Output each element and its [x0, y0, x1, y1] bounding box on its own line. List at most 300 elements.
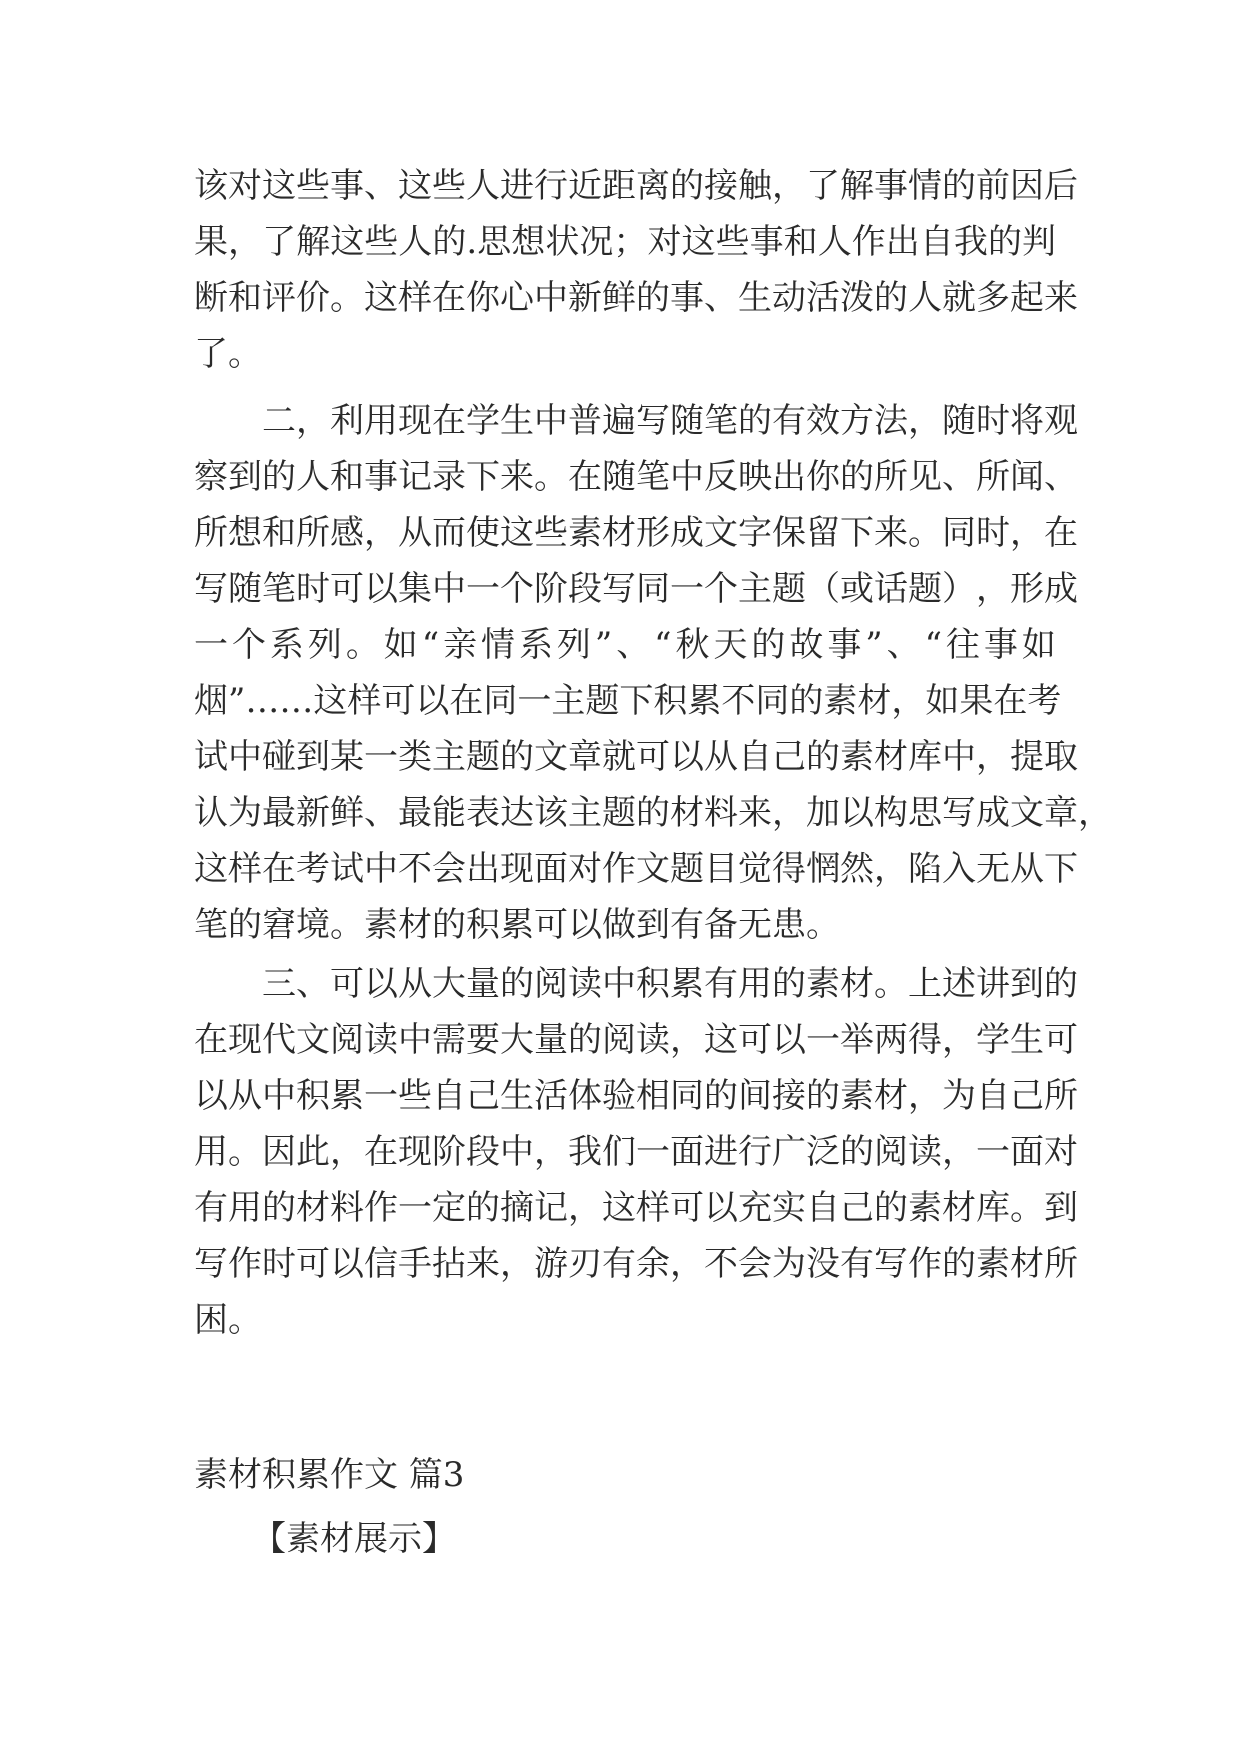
- text-glyph: 表: [466, 793, 500, 833]
- text-glyph: 学: [976, 1020, 1010, 1060]
- text-glyph: 见: [908, 457, 942, 497]
- text-glyph: 可: [330, 964, 364, 1004]
- text-glyph: 、: [616, 625, 651, 665]
- text-glyph: 以: [364, 964, 398, 1004]
- text-glyph: 在: [364, 1132, 398, 1172]
- text-glyph: 成: [670, 513, 704, 553]
- text-glyph: 阅: [330, 1020, 364, 1060]
- text-glyph: 写: [194, 569, 228, 609]
- text-glyph: 现: [398, 1132, 432, 1172]
- text-glyph: 段: [568, 569, 602, 609]
- text-glyph: 从: [704, 737, 738, 777]
- text-glyph: 个: [704, 569, 738, 609]
- text-glyph: 文: [704, 513, 738, 553]
- text-glyph: ，: [500, 1244, 534, 1284]
- text-glyph: 利: [330, 401, 364, 441]
- text-glyph: 留: [806, 513, 840, 553]
- text-glyph: 将: [1010, 401, 1044, 441]
- text-glyph: 况: [579, 222, 614, 262]
- text-glyph: 的: [772, 964, 806, 1004]
- text-glyph: 己: [772, 737, 806, 777]
- text-glyph: 对: [568, 849, 602, 889]
- text-glyph: 新: [296, 793, 330, 833]
- text-glyph: 有: [772, 401, 806, 441]
- text-glyph: 述: [942, 964, 976, 1004]
- text-glyph: 从: [228, 1076, 262, 1116]
- text-glyph: 读: [636, 1020, 670, 1060]
- text-glyph: 所: [976, 457, 1010, 497]
- text-glyph: 就: [942, 278, 976, 318]
- text-glyph: 题: [908, 569, 942, 609]
- text-glyph: 有: [840, 1244, 874, 1284]
- text-glyph: 来: [500, 457, 534, 497]
- text-glyph: 解: [840, 166, 874, 206]
- text-glyph: 。: [908, 513, 942, 553]
- paragraph-3-line-2: [194, 1012, 1078, 1068]
- text-glyph: 、: [942, 457, 976, 497]
- text-glyph: 。: [534, 457, 568, 497]
- text-glyph: 如: [925, 681, 960, 721]
- text-glyph: 以: [194, 1076, 228, 1116]
- text-glyph: 生: [738, 278, 772, 318]
- text-glyph: 手: [398, 1244, 432, 1284]
- text-glyph: 一: [194, 625, 228, 665]
- text-glyph: 成: [976, 793, 1010, 833]
- text-glyph: 素: [840, 1076, 874, 1116]
- text-glyph: 亲: [443, 625, 478, 665]
- text-glyph: 考: [296, 849, 330, 889]
- text-glyph: 体: [568, 1076, 602, 1116]
- text-glyph: 状: [545, 222, 580, 262]
- text-glyph: 自: [976, 1076, 1010, 1116]
- text-glyph: 解: [296, 222, 331, 262]
- text-glyph: 离: [636, 166, 670, 206]
- text-glyph: 和: [783, 222, 818, 262]
- text-glyph: 然: [840, 849, 874, 889]
- text-glyph: …: [279, 681, 314, 721]
- text-glyph: 认: [194, 793, 228, 833]
- text-glyph: 累: [687, 681, 722, 721]
- text-glyph: 集: [398, 569, 432, 609]
- text-glyph: 主: [551, 681, 586, 721]
- text-glyph: 的: [466, 1188, 500, 1228]
- text-glyph: 中: [670, 457, 704, 497]
- text-glyph: 代: [262, 1020, 296, 1060]
- text-glyph: 以: [364, 569, 398, 609]
- text-glyph: 些: [534, 513, 568, 553]
- text-glyph: 中: [602, 964, 636, 1004]
- text-glyph: 你: [466, 278, 500, 318]
- text-glyph: “: [924, 625, 942, 665]
- text-glyph: 一: [517, 681, 552, 721]
- text-glyph: 列: [307, 625, 342, 665]
- text-glyph: 充: [738, 1188, 772, 1228]
- text-glyph: 文: [1010, 793, 1044, 833]
- text-glyph: 闻: [1010, 457, 1044, 497]
- text-glyph: 的: [670, 166, 704, 206]
- text-glyph: 段: [466, 1132, 500, 1172]
- text-glyph: ”: [228, 681, 246, 721]
- text-glyph: 到: [1010, 964, 1044, 1004]
- text-glyph: 可: [330, 569, 364, 609]
- text-glyph: 我: [568, 1132, 602, 1172]
- text-glyph: 可: [381, 681, 416, 721]
- text-glyph: 广: [772, 1132, 806, 1172]
- text-glyph: 得: [908, 1020, 942, 1060]
- text-glyph: 摘: [500, 1188, 534, 1228]
- text-glyph: 使: [466, 513, 500, 553]
- text-glyph: 余: [636, 1244, 670, 1284]
- text-glyph: 系: [518, 625, 553, 665]
- text-glyph: 一: [976, 1132, 1010, 1172]
- text-glyph: 可: [1044, 1020, 1078, 1060]
- text-glyph: 、: [704, 278, 738, 318]
- text-glyph: 一: [364, 1076, 398, 1116]
- text-glyph: 举: [840, 1020, 874, 1060]
- text-glyph: 对: [1044, 1132, 1078, 1172]
- text-glyph: 刃: [568, 1244, 602, 1284]
- text-glyph: 可: [670, 1188, 704, 1228]
- text-glyph: 材: [874, 1076, 908, 1116]
- paragraph-2-line-9: [194, 841, 1078, 897]
- text-glyph: 。: [228, 1132, 262, 1172]
- text-glyph: 写: [942, 793, 976, 833]
- text-glyph: 些: [296, 166, 330, 206]
- text-glyph: 到: [1044, 1188, 1078, 1228]
- text-glyph: 的: [806, 1076, 840, 1116]
- text-glyph: 的: [636, 278, 670, 318]
- text-glyph: 或: [840, 569, 874, 609]
- text-glyph: 碰: [262, 737, 296, 777]
- text-glyph: 构: [874, 793, 908, 833]
- text-glyph: 形: [636, 513, 670, 553]
- text-glyph: ，: [296, 401, 330, 441]
- text-glyph: 的: [262, 1188, 296, 1228]
- text-glyph: 些: [432, 166, 466, 206]
- text-glyph: 这: [364, 278, 398, 318]
- text-glyph: 样: [228, 849, 262, 889]
- text-glyph: 试: [330, 849, 364, 889]
- paragraph-2-line-2: [194, 449, 1078, 505]
- text-glyph: 鲜: [330, 793, 364, 833]
- text-glyph: 一: [364, 737, 398, 777]
- text-glyph: 的: [568, 1020, 602, 1060]
- text-glyph: 和: [228, 278, 262, 318]
- text-glyph: 往: [945, 625, 980, 665]
- text-glyph: 有: [602, 1244, 636, 1284]
- text-glyph: 考: [1027, 681, 1062, 721]
- text-glyph: ，: [942, 1132, 976, 1172]
- paragraph-3-line-3: [194, 1068, 1078, 1124]
- text-glyph: 题: [585, 681, 620, 721]
- text-glyph: 有: [194, 1188, 228, 1228]
- text-glyph: 下: [466, 457, 500, 497]
- text-glyph: 材: [942, 1188, 976, 1228]
- text-glyph: 时: [976, 513, 1010, 553]
- text-glyph: 笔: [262, 569, 296, 609]
- text-glyph: 加: [806, 793, 840, 833]
- text-glyph: 秋: [675, 625, 710, 665]
- paragraph-3-line-1: [262, 956, 1078, 1012]
- text-glyph: 所: [1044, 1244, 1078, 1284]
- text-glyph: 可: [738, 1020, 772, 1060]
- paragraph-1-line-1: [194, 158, 1078, 214]
- text-glyph: 素: [568, 513, 602, 553]
- text-glyph: 作: [364, 1188, 398, 1228]
- text-glyph: 人: [296, 457, 330, 497]
- text-glyph: 法: [874, 401, 908, 441]
- text-glyph: 时: [296, 569, 330, 609]
- text-glyph: 思: [477, 222, 512, 262]
- text-glyph: 接: [704, 166, 738, 206]
- text-glyph: 达: [500, 793, 534, 833]
- text-glyph: 判: [1021, 222, 1056, 262]
- text-glyph: 同: [755, 681, 790, 721]
- text-glyph: 列: [556, 625, 591, 665]
- text-glyph: 素: [823, 681, 858, 721]
- text-glyph: 主: [432, 737, 466, 777]
- text-glyph: 起: [1010, 278, 1044, 318]
- text-glyph: 自: [432, 1076, 466, 1116]
- text-glyph: ，: [670, 1020, 704, 1060]
- text-glyph: 己: [1010, 1076, 1044, 1116]
- text-glyph: 中: [398, 1020, 432, 1060]
- text-glyph: 来: [738, 793, 772, 833]
- text-glyph: 作: [908, 1244, 942, 1284]
- text-glyph: 己: [840, 1188, 874, 1228]
- text-glyph: 心: [500, 278, 534, 318]
- text-glyph: 。: [1010, 1188, 1044, 1228]
- paragraph-2-line-7: [194, 729, 1078, 785]
- text-glyph: 近: [568, 166, 602, 206]
- text-glyph: 积: [636, 964, 670, 1004]
- text-glyph: 出: [466, 849, 500, 889]
- paragraph-1-line-3: [194, 270, 1078, 326]
- text-glyph: 这: [194, 849, 228, 889]
- text-glyph: 材: [602, 513, 636, 553]
- text-glyph: 相: [636, 1076, 670, 1116]
- text-glyph: 以: [330, 1244, 364, 1284]
- text-glyph: 间: [738, 1076, 772, 1116]
- text-glyph: 题: [670, 849, 704, 889]
- text-glyph: 材: [857, 681, 892, 721]
- text-glyph: 不: [704, 1244, 738, 1284]
- text-glyph: 量: [534, 1020, 568, 1060]
- text-glyph: ，: [891, 681, 926, 721]
- text-glyph: 无: [976, 849, 1010, 889]
- text-glyph: 些: [715, 222, 750, 262]
- text-glyph: 些: [364, 222, 399, 262]
- text-glyph: 读: [908, 1132, 942, 1172]
- text-glyph: 自: [919, 222, 954, 262]
- text-glyph: “: [421, 625, 440, 665]
- text-glyph: 随: [602, 457, 636, 497]
- paragraph-3-line-5: [194, 1180, 1078, 1236]
- text-glyph: 的: [262, 457, 296, 497]
- text-glyph: 思: [908, 793, 942, 833]
- text-glyph: 会: [738, 1244, 772, 1284]
- text-glyph: 个: [231, 625, 266, 665]
- text-glyph: 、: [1044, 457, 1078, 497]
- text-glyph: 和: [262, 513, 296, 553]
- text-glyph: 觉: [738, 849, 772, 889]
- text-glyph: 中: [534, 401, 568, 441]
- text-glyph: 游: [534, 1244, 568, 1284]
- text-glyph: 面: [534, 849, 568, 889]
- text-glyph: 如: [383, 625, 418, 665]
- text-glyph: 我: [953, 222, 988, 262]
- text-glyph: 字: [738, 513, 772, 553]
- text-glyph: 同: [636, 569, 670, 609]
- text-glyph: ”: [594, 625, 613, 665]
- text-glyph: 察: [194, 457, 228, 497]
- section-heading: 素材积累作文 篇3: [194, 1455, 465, 1495]
- text-glyph: 随: [670, 401, 704, 441]
- text-glyph: 现: [500, 849, 534, 889]
- text-glyph: 中: [262, 1076, 296, 1116]
- text-glyph: 这: [602, 1188, 636, 1228]
- text-glyph: 这: [330, 222, 365, 262]
- text-glyph: 烟: [194, 681, 228, 721]
- text-glyph: 在: [262, 849, 296, 889]
- text-glyph: 所: [874, 457, 908, 497]
- text-glyph: 上: [908, 964, 942, 1004]
- text-glyph: 同: [483, 681, 518, 721]
- text-glyph: 此: [296, 1132, 330, 1172]
- text-glyph: 触: [738, 166, 772, 206]
- text-glyph: 素: [840, 737, 874, 777]
- text-glyph: 来: [874, 513, 908, 553]
- text-glyph: 效: [806, 401, 840, 441]
- text-glyph: 中: [534, 278, 568, 318]
- text-glyph: 反: [704, 457, 738, 497]
- text-glyph: 累: [670, 964, 704, 1004]
- text-glyph: 库: [976, 1188, 1010, 1228]
- text-glyph: 读: [568, 964, 602, 1004]
- text-glyph: 了: [262, 222, 297, 262]
- text-glyph: 用: [228, 1188, 262, 1228]
- text-glyph: 阅: [602, 1020, 636, 1060]
- text-glyph: 的: [874, 278, 908, 318]
- text-glyph: 库: [908, 737, 942, 777]
- text-glyph: 事: [983, 625, 1018, 665]
- text-glyph: 系: [269, 625, 304, 665]
- text-glyph: 一: [806, 1020, 840, 1060]
- text-glyph: 自: [738, 737, 772, 777]
- text-glyph: 需: [432, 1020, 466, 1060]
- text-glyph: 从: [398, 513, 432, 553]
- text-glyph: 学: [466, 401, 500, 441]
- text-glyph: 为: [228, 793, 262, 833]
- text-glyph: 所: [296, 513, 330, 553]
- text-glyph: 惘: [806, 849, 840, 889]
- text-glyph: 感: [330, 513, 364, 553]
- text-glyph: 样: [347, 681, 382, 721]
- text-glyph: 动: [772, 278, 806, 318]
- text-glyph: 形: [1010, 569, 1044, 609]
- text-glyph: 最: [398, 793, 432, 833]
- text-glyph: 读: [364, 1020, 398, 1060]
- text-glyph: 没: [806, 1244, 840, 1284]
- text-glyph: .: [466, 222, 478, 262]
- text-glyph: 料: [704, 793, 738, 833]
- text-glyph: 写: [874, 1244, 908, 1284]
- text-glyph: 的: [751, 625, 786, 665]
- text-glyph: 人: [466, 166, 500, 206]
- text-glyph: 在: [568, 457, 602, 497]
- text-glyph: 这: [704, 1020, 738, 1060]
- text-glyph: 因: [262, 1132, 296, 1172]
- text-glyph: 作: [602, 849, 636, 889]
- text-glyph: 从: [398, 964, 432, 1004]
- text-glyph: 大: [432, 964, 466, 1004]
- text-glyph: 评: [262, 278, 296, 318]
- text-glyph: 个: [500, 569, 534, 609]
- text-glyph: 拈: [432, 1244, 466, 1284]
- text-glyph: 用: [738, 964, 772, 1004]
- text-glyph: 笔: [704, 401, 738, 441]
- text-glyph: 提: [1010, 737, 1044, 777]
- text-glyph: 定: [432, 1188, 466, 1228]
- text-glyph: ，: [772, 793, 806, 833]
- text-glyph: 积: [296, 1076, 330, 1116]
- text-glyph: 泛: [806, 1132, 840, 1172]
- text-glyph: ，: [534, 1132, 568, 1172]
- text-glyph: 这: [313, 681, 348, 721]
- text-glyph: 鲜: [602, 278, 636, 318]
- text-glyph: 录: [432, 457, 466, 497]
- text-glyph: 对: [228, 166, 262, 206]
- text-glyph: 写: [194, 1244, 228, 1284]
- text-glyph: 信: [364, 1244, 398, 1284]
- paragraph-2-line-10: 笔的窘境。素材的积累可以做到有备无患。: [194, 905, 840, 945]
- text-glyph: 这: [681, 222, 716, 262]
- text-glyph: 下: [840, 513, 874, 553]
- text-glyph: 情: [908, 166, 942, 206]
- text-glyph: 阅: [874, 1132, 908, 1172]
- text-glyph: 人: [908, 278, 942, 318]
- text-glyph: 的: [987, 222, 1022, 262]
- text-glyph: 就: [602, 737, 636, 777]
- text-glyph: 些: [398, 1076, 432, 1116]
- text-glyph: ，: [908, 1076, 942, 1116]
- paragraph-2-line-5: [194, 617, 1056, 673]
- text-glyph: 记: [398, 457, 432, 497]
- text-glyph: 的: [942, 1244, 976, 1284]
- text-glyph: 而: [432, 513, 466, 553]
- text-glyph: 映: [738, 457, 772, 497]
- text-glyph: 你: [806, 457, 840, 497]
- text-glyph: 时: [262, 1244, 296, 1284]
- text-glyph: 讲: [976, 964, 1010, 1004]
- text-glyph: 出: [772, 457, 806, 497]
- text-glyph: 行: [738, 1132, 772, 1172]
- text-glyph: 取: [1044, 737, 1078, 777]
- text-glyph: 事: [749, 222, 784, 262]
- text-glyph: 章: [568, 737, 602, 777]
- text-glyph: 、: [364, 793, 398, 833]
- text-glyph: ，: [568, 1188, 602, 1228]
- text-glyph: 阶: [432, 1132, 466, 1172]
- text-glyph: 下: [1044, 849, 1078, 889]
- text-glyph: 进: [500, 166, 534, 206]
- text-glyph: 后: [1044, 166, 1078, 206]
- text-glyph: 现: [228, 1020, 262, 1060]
- text-glyph: 生: [500, 1076, 534, 1116]
- text-glyph: 用: [364, 401, 398, 441]
- text-glyph: 的: [500, 964, 534, 1004]
- text-glyph: …: [245, 681, 280, 721]
